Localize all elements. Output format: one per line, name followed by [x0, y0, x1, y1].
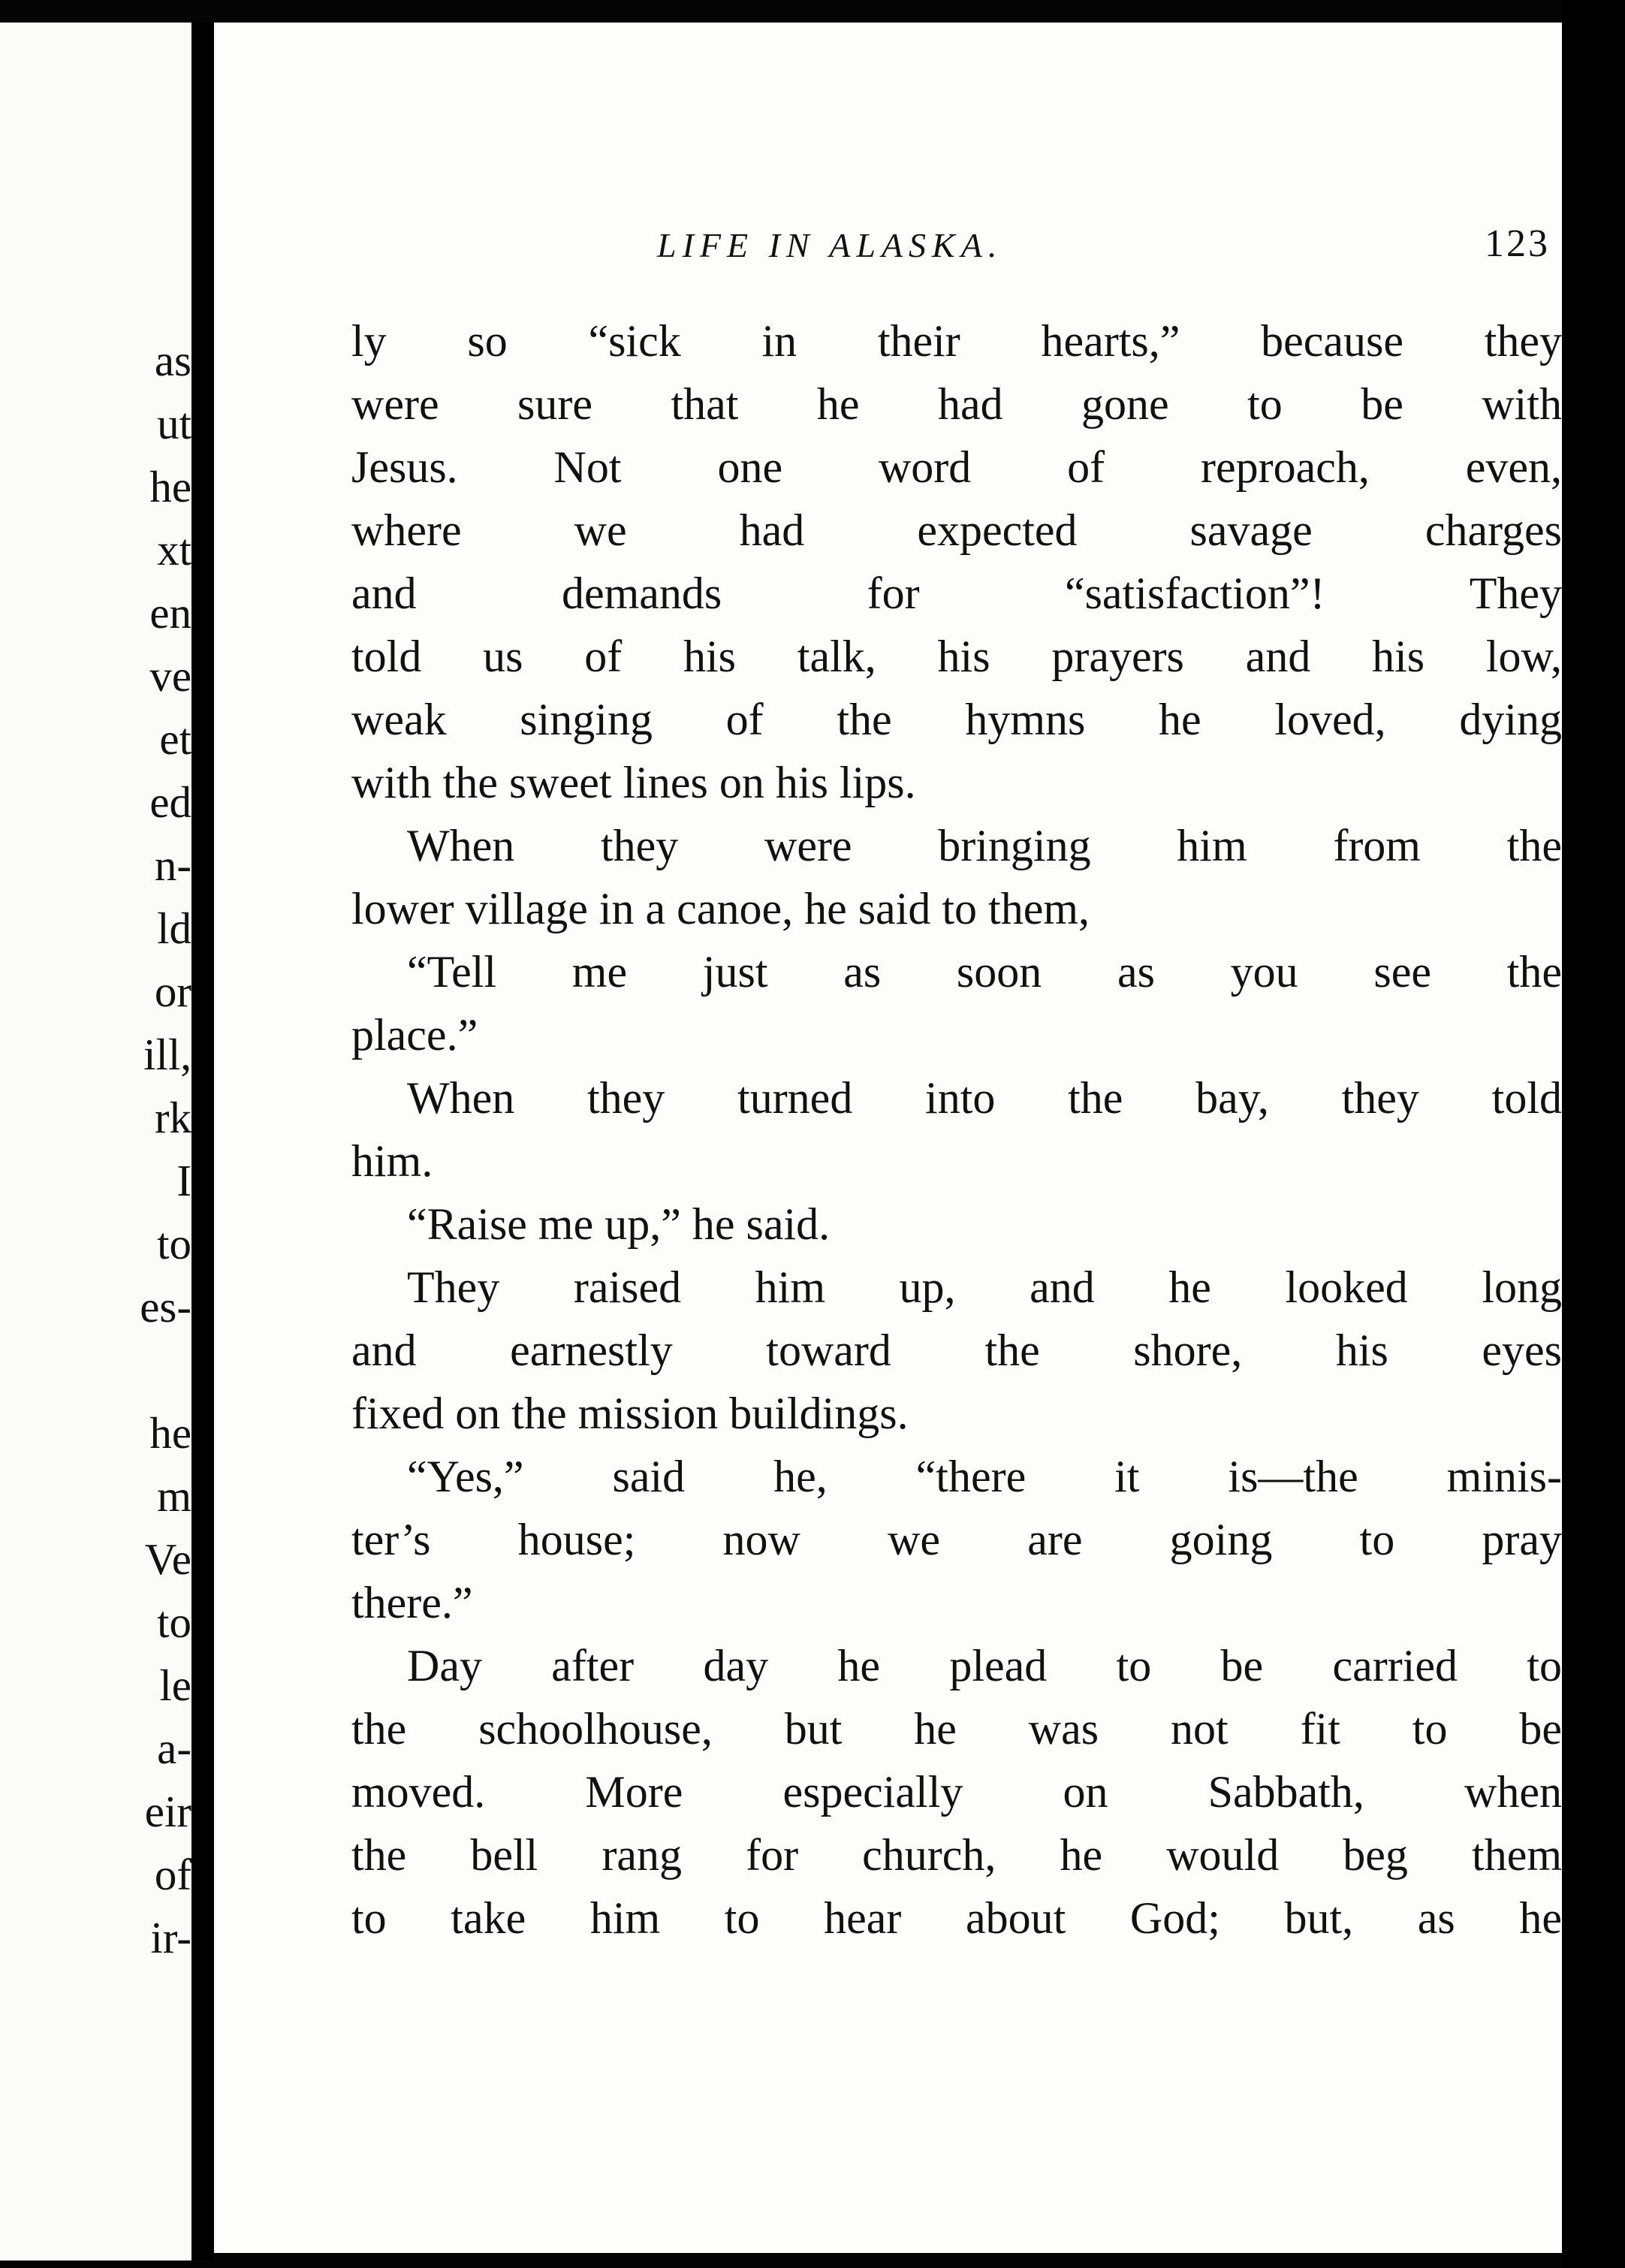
left-page-fragment: I — [176, 1156, 191, 1205]
book-gutter — [191, 23, 214, 2260]
left-page-fragment: ed — [149, 777, 191, 827]
text-line: They raised him up, and he looked long — [407, 1262, 1562, 1312]
text-line: the bell rang for church, he would beg them — [351, 1830, 1562, 1880]
left-page-fragment: or — [154, 967, 191, 1016]
left-page-fragment: to — [157, 1597, 191, 1647]
right-page — [214, 23, 1562, 2253]
left-page-fragment: xt — [157, 525, 191, 575]
text-line: there.” — [351, 1578, 473, 1627]
text-line: him. — [351, 1136, 433, 1186]
text-line: “Tell me just as soon as you see the — [407, 947, 1562, 997]
left-page-fragment: ld — [157, 903, 191, 953]
left-page-fragment: le — [159, 1660, 191, 1710]
left-page-fragment: ut — [157, 399, 191, 448]
text-line: told us of his talk, his prayers and his low, — [351, 632, 1562, 681]
text-line: to take him to hear about God; but, as he — [351, 1893, 1562, 1943]
left-page-fragment: n- — [154, 840, 191, 890]
left-page-fragment: he — [149, 1408, 191, 1458]
text-line: fixed on the mission buildings. — [351, 1389, 909, 1438]
left-page-fragment: to — [157, 1219, 191, 1268]
left-page-fragment: ve — [149, 651, 191, 701]
text-line: and demands for “satisfaction”! They — [351, 569, 1562, 618]
page-number: 123 — [1485, 222, 1550, 265]
left-page-fragment — [0, 1338, 191, 1401]
left-page-fragment: rk — [154, 1093, 191, 1142]
left-page-fragment: en — [149, 588, 191, 638]
left-page-fragment: as — [154, 336, 191, 385]
text-line: the schoolhouse, but he was not fit to be — [351, 1704, 1562, 1754]
text-line: “Raise me up,” he said. — [407, 1199, 831, 1249]
left-page-fragment: ir- — [150, 1913, 191, 1962]
left-page-fragment: eir — [144, 1787, 191, 1836]
text-line: ly so “sick in their hearts,” because they — [351, 316, 1562, 366]
text-line: lower village in a canoe, he said to them, — [351, 884, 1090, 933]
left-page-fragment: Ve — [144, 1534, 191, 1584]
left-page-fragment: es- — [140, 1282, 191, 1332]
left-page-fragment: et — [159, 714, 191, 764]
text-line: with the sweet lines on his lips. — [351, 758, 916, 807]
body-text — [351, 309, 1562, 1950]
running-head: LIFE IN ALASKA. — [657, 226, 1003, 264]
text-line: “Yes,” said he, “there it is—the minis- — [407, 1452, 1562, 1501]
text-line: weak singing of the hymns he loved, dying — [351, 695, 1562, 744]
left-page — [0, 23, 191, 2260]
text-line: When they were bringing him from the — [407, 821, 1562, 870]
text-line: Jesus. Not one word of reproach, even, — [351, 442, 1562, 492]
text-line: were sure that he had gone to be with — [351, 379, 1562, 429]
left-page-fragment: of — [154, 1850, 191, 1899]
text-line: Day after day he plead to be carried to — [407, 1641, 1562, 1690]
page-edge-shadow — [1562, 0, 1625, 2268]
left-page-fragment: he — [149, 462, 191, 511]
left-page-fragment: m — [157, 1471, 191, 1521]
text-line: place.” — [351, 1010, 478, 1060]
text-line: where we had expected savage charges — [351, 505, 1562, 555]
left-page-fragment: a- — [157, 1724, 191, 1773]
left-page-fragment: ill, — [143, 1030, 191, 1079]
text-line: When they turned into the bay, they told — [407, 1073, 1562, 1123]
text-line: and earnestly toward the shore, his eyes — [351, 1326, 1562, 1375]
text-line: ter’s house; now we are going to pray — [351, 1515, 1562, 1564]
text-line: moved. More especially on Sabbath, when — [351, 1767, 1562, 1817]
